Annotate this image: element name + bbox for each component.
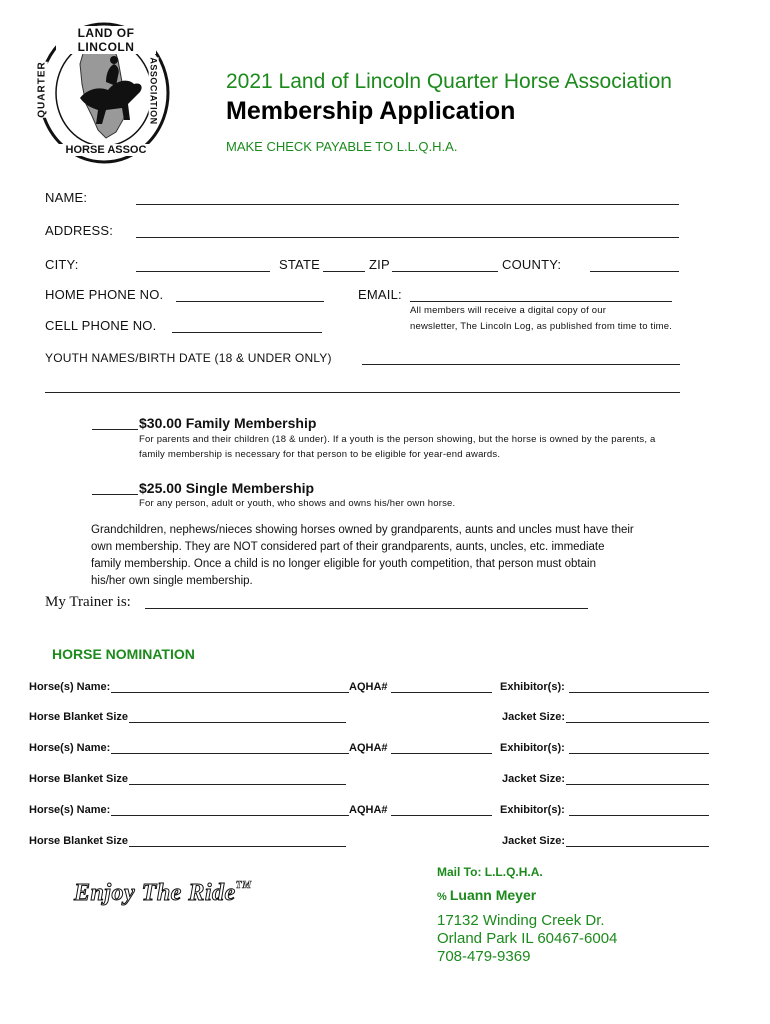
single-membership-title: $25.00 Single Membership: [139, 480, 315, 496]
note-line: his/her own single membership.: [91, 575, 253, 587]
blanket-size-field[interactable]: [129, 846, 346, 847]
county-field[interactable]: [590, 271, 679, 272]
exhibitor-field[interactable]: [569, 815, 709, 816]
exhibitor-field[interactable]: [569, 753, 709, 754]
mail-to-label: Mail To: L.L.Q.H.A.: [437, 865, 543, 879]
trainer-field[interactable]: [145, 608, 588, 609]
slogan: [74, 880, 252, 907]
note-line: Grandchildren, nephews/nieces showing horses owned by grandparents, aunts and uncles must have their: [91, 524, 634, 536]
blanket-size-field[interactable]: [129, 784, 346, 785]
exhibitor-field[interactable]: [569, 692, 709, 693]
single-membership-desc: For any person, adult or youth, who shows and owns his/her own horse.: [139, 498, 456, 509]
payable-note: MAKE CHECK PAYABLE TO L.L.Q.H.A.: [226, 139, 458, 154]
jacket-size-label: Jacket Size:: [502, 835, 565, 847]
zip-field[interactable]: [392, 271, 498, 272]
blanket-size-label: Horse Blanket Size: [29, 835, 129, 847]
youth-field-line1[interactable]: [362, 364, 680, 365]
address-field[interactable]: [136, 237, 679, 238]
aqha-label: AQHA#: [349, 742, 388, 754]
horse-name-field[interactable]: [111, 753, 349, 754]
exhibitor-label: Exhibitor(s):: [500, 804, 565, 816]
exhibitor-label: Exhibitor(s):: [500, 681, 565, 693]
horse-name-label: Horse(s) Name:: [29, 742, 111, 754]
horse-name-field[interactable]: [111, 815, 349, 816]
contact-phone: 708-479-9369: [437, 948, 531, 965]
blanket-size-label: Horse Blanket Size: [29, 711, 129, 723]
family-membership-desc-line1: For parents and their children (18 & under). If a youth is the person showing, but the horse is owned by the parents, a: [139, 434, 656, 445]
aqha-field[interactable]: [391, 753, 492, 754]
zip-label: ZIP: [369, 257, 390, 272]
family-membership-desc-line2: family membership is necessary for that person to be eligible for year-end awards.: [139, 449, 501, 460]
blanket-size-field[interactable]: [129, 722, 346, 723]
family-membership-checkline[interactable]: [92, 429, 138, 430]
email-field[interactable]: [410, 301, 672, 302]
aqha-field[interactable]: [391, 815, 492, 816]
cell-phone-field[interactable]: [172, 332, 322, 333]
contact-name: Luann Meyer: [449, 887, 537, 903]
contact-name-line: [437, 887, 536, 903]
slogan-text: Enjoy The Ride: [74, 880, 236, 906]
note-line: own membership. They are NOT considered part of their grandparents, aunts, uncles, etc. immediate: [91, 541, 605, 553]
trainer-label: My Trainer is:: [45, 594, 131, 610]
jacket-size-field[interactable]: [566, 846, 709, 847]
cell-phone-label: CELL PHONE NO.: [45, 318, 157, 333]
aqha-label: AQHA#: [349, 804, 388, 816]
trademark-mark: TM: [235, 880, 252, 891]
family-membership-title: $30.00 Family Membership: [139, 415, 317, 431]
horse-name-label: Horse(s) Name:: [29, 804, 111, 816]
horse-name-label: Horse(s) Name:: [29, 681, 111, 693]
address-label: ADDRESS:: [45, 223, 114, 238]
aqha-field[interactable]: [391, 692, 492, 693]
city-field[interactable]: [136, 271, 270, 272]
association-logo: [36, 20, 172, 166]
logo-ring-left-text: QUARTER: [36, 61, 48, 118]
name-label: NAME:: [45, 190, 88, 205]
care-of-symbol: %: [437, 891, 450, 903]
horse-name-field[interactable]: [111, 692, 349, 693]
logo-ring-right-text: ASSOCIATION: [148, 57, 159, 125]
jacket-size-field[interactable]: [566, 784, 709, 785]
home-phone-field[interactable]: [176, 301, 324, 302]
blanket-size-label: Horse Blanket Size: [29, 773, 129, 785]
horse-nomination-heading: HORSE NOMINATION: [52, 646, 195, 662]
header-subtitle: 2021 Land of Lincoln Quarter Horse Association: [226, 70, 672, 93]
logo-ring-top-text: LAND OF LINCOLN: [56, 26, 156, 54]
single-membership-checkline[interactable]: [92, 494, 138, 495]
page-title: Membership Application: [226, 97, 516, 125]
newsletter-note-line2: newsletter, The Lincoln Log, as published from time to time.: [410, 321, 673, 332]
membership-note: [91, 522, 687, 590]
jacket-size-label: Jacket Size:: [502, 711, 565, 723]
state-label: STATE: [279, 257, 320, 272]
city-label: CITY:: [45, 257, 79, 272]
state-field[interactable]: [323, 271, 365, 272]
email-label: EMAIL:: [358, 287, 402, 302]
jacket-size-label: Jacket Size:: [502, 773, 565, 785]
jacket-size-field[interactable]: [566, 722, 709, 723]
note-line: family membership. Once a child is no longer eligible for youth competition, that person must obtain: [91, 558, 596, 570]
home-phone-label: HOME PHONE NO.: [45, 287, 164, 302]
exhibitor-label: Exhibitor(s):: [500, 742, 565, 754]
aqha-label: AQHA#: [349, 681, 388, 693]
youth-label: YOUTH NAMES/BIRTH DATE (18 & UNDER ONLY): [45, 351, 332, 365]
logo-ring-bottom-text: HORSE ASSOC: [58, 144, 154, 156]
county-label: COUNTY:: [502, 257, 562, 272]
city-state-zip: Orland Park IL 60467-6004: [437, 930, 618, 947]
newsletter-note-line1: All members will receive a digital copy of our: [410, 305, 607, 316]
youth-field-line2[interactable]: [45, 392, 680, 393]
name-field[interactable]: [136, 204, 679, 205]
street-address: 17132 Winding Creek Dr.: [437, 912, 605, 929]
